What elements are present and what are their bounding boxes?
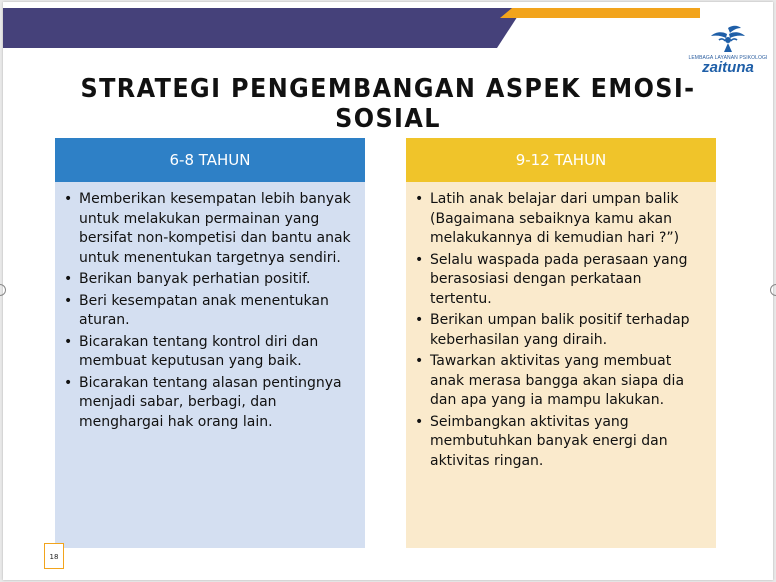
header-orange-band [500,8,700,18]
list-item: • Seimbangkan aktivitas yang membutuhkan banyak energi dan aktivitas ringan. [410,413,706,472]
column-9-12 [406,138,716,548]
list-item: • Berikan umpan balik positif terhadap keberhasilan yang diraih. [410,311,706,350]
list-item: • Latih anak belajar dari umpan balik (Bagaimana sebaiknya kamu akan melakukannya di kemudian hari ?”) [410,190,706,249]
zaituna-logo [687,24,769,80]
column-header: 9-12 TAHUN [406,138,716,182]
header-navy-band [3,8,523,48]
bullet-list [59,190,355,432]
next-slide-icon[interactable] [770,284,776,296]
list-item: • Tawarkan aktivitas yang membuat anak merasa bangga akan siapa dia dan apa yang ia mampu lakukan. [410,352,706,411]
logo-name: zaituna [702,59,754,76]
column-header: 6-8 TAHUN [55,138,365,182]
list-item: • Beri kesempatan anak menentukan aturan. [59,292,355,331]
column-body [406,182,716,548]
bullet-list [410,190,706,471]
list-item: • Berikan banyak perhatian positif. [59,270,355,290]
slide [3,2,773,580]
zaituna-logo-icon [708,24,748,54]
column-body [55,182,365,548]
logo-subtitle: LEMBAGA LAYANAN PSIKOLOGI [688,55,768,61]
list-item: • Memberikan kesempatan lebih banyak untuk melakukan permainan yang bersifat non-kompetisi dan bantu anak untuk menentukan targetnya sendiri. [59,190,355,268]
page-number: 18 [44,543,64,569]
list-item: • Bicarakan tentang kontrol diri dan membuat keputusan yang baik. [59,333,355,372]
column-6-8 [55,138,365,548]
slide-title: STRATEGI PENGEMBANGAN ASPEK EMOSI-SOSIAL [80,74,696,134]
list-item: • Bicarakan tentang alasan pentingnya menjadi sabar, berbagi, dan menghargai hak orang lain. [59,374,355,433]
list-item: • Selalu waspada pada perasaan yang berasosiasi dengan perkataan tertentu. [410,251,706,310]
